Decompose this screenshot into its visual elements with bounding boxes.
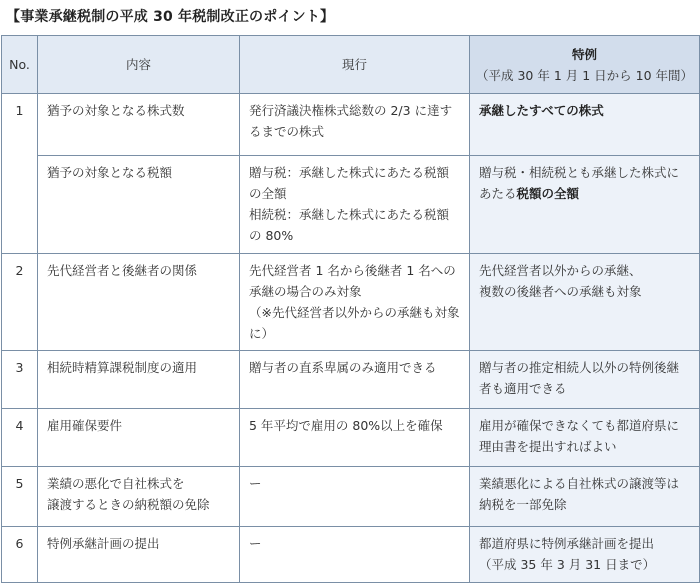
table-row <box>2 254 700 351</box>
row-content: 雇用確保要件 <box>38 409 240 467</box>
row-current: ー <box>240 527 470 583</box>
row-content-line: 業績の悪化で自社株式を <box>47 476 185 491</box>
table-row <box>2 351 700 409</box>
row-content: 相続時精算課税制度の適用 <box>38 351 240 409</box>
row-special-bold: 承継したすべての株式 <box>479 103 604 118</box>
row-special <box>470 254 700 351</box>
row-current: ー <box>240 467 470 527</box>
row-number: 3 <box>2 351 38 409</box>
row-content: 猶予の対象となる株式数 <box>38 94 240 156</box>
row-current: 贈与者の直系卑属のみ適用できる <box>240 351 470 409</box>
row-special <box>470 527 700 583</box>
row-current <box>240 254 470 351</box>
header-row <box>2 36 700 94</box>
table-row <box>2 94 700 156</box>
table-title: 【事業承継税制の平成 30 年税制改正のポイント】 <box>6 9 335 25</box>
row-special: 業績悪化による自社株式の譲渡等は納税を一部免除 <box>470 467 700 527</box>
row-number: 6 <box>2 527 38 583</box>
row-number: 5 <box>2 467 38 527</box>
header-current: 現行 <box>240 36 470 94</box>
row-content: 猶予の対象となる税額 <box>38 156 240 254</box>
row-content: 先代経営者と後継者の関係 <box>38 254 240 351</box>
row-current: 発行済議決権株式総数の 2/3 に達するまでの株式 <box>240 94 470 156</box>
row-content <box>38 467 240 527</box>
row-number: 2 <box>2 254 38 351</box>
row-content: 特例承継計画の提出 <box>38 527 240 583</box>
header-content: 内容 <box>38 36 240 94</box>
row-special-line: 都道府県に特例承継計画を提出 <box>479 536 655 551</box>
table-row <box>2 409 700 467</box>
row-number: 4 <box>2 409 38 467</box>
row-content-line: 譲渡するときの納税額の免除 <box>47 497 210 512</box>
header-special-title: 特例 <box>571 46 597 62</box>
row-special <box>470 156 700 254</box>
row-special: 贈与者の推定相続人以外の特例後継者も適用できる <box>470 351 700 409</box>
row-current: 5 年平均で雇用の 80%以上を確保 <box>240 409 470 467</box>
row-special-line: （平成 35 年 3 月 31 日まで） <box>479 557 656 572</box>
tax-reform-table <box>1 35 700 583</box>
row-current-line: 相続税：承継した株式にあたる税額の 80% <box>249 207 450 243</box>
table-row <box>2 527 700 583</box>
row-special <box>470 94 700 156</box>
row-number: 1 <box>2 94 38 254</box>
row-current-line: 先代経営者 1 名から後継者 1 名への承継の場合のみ対象 <box>249 263 456 299</box>
header-special-period: （平成 30 年 1 月 1 日から 10 年間） <box>476 67 694 83</box>
row-special-bold: 税額の全額 <box>516 186 580 201</box>
table-row <box>2 467 700 527</box>
header-special <box>470 36 700 94</box>
row-current-line: （※先代経営者以外からの承継も対象に） <box>249 305 460 341</box>
row-current-line: 贈与税：承継した株式にあたる税額の全額 <box>249 165 450 201</box>
row-current <box>240 156 470 254</box>
row-special-line: 先代経営者以外からの承継、 <box>479 263 642 278</box>
header-no: No. <box>2 36 38 94</box>
table-row <box>2 156 700 254</box>
row-special-line: 複数の後継者への承継も対象 <box>479 284 642 299</box>
row-special-text: 贈与税・相続税とも承継した株式にあたる <box>479 165 680 201</box>
row-special: 雇用が確保できなくても都道府県に理由書を提出すればよい <box>470 409 700 467</box>
